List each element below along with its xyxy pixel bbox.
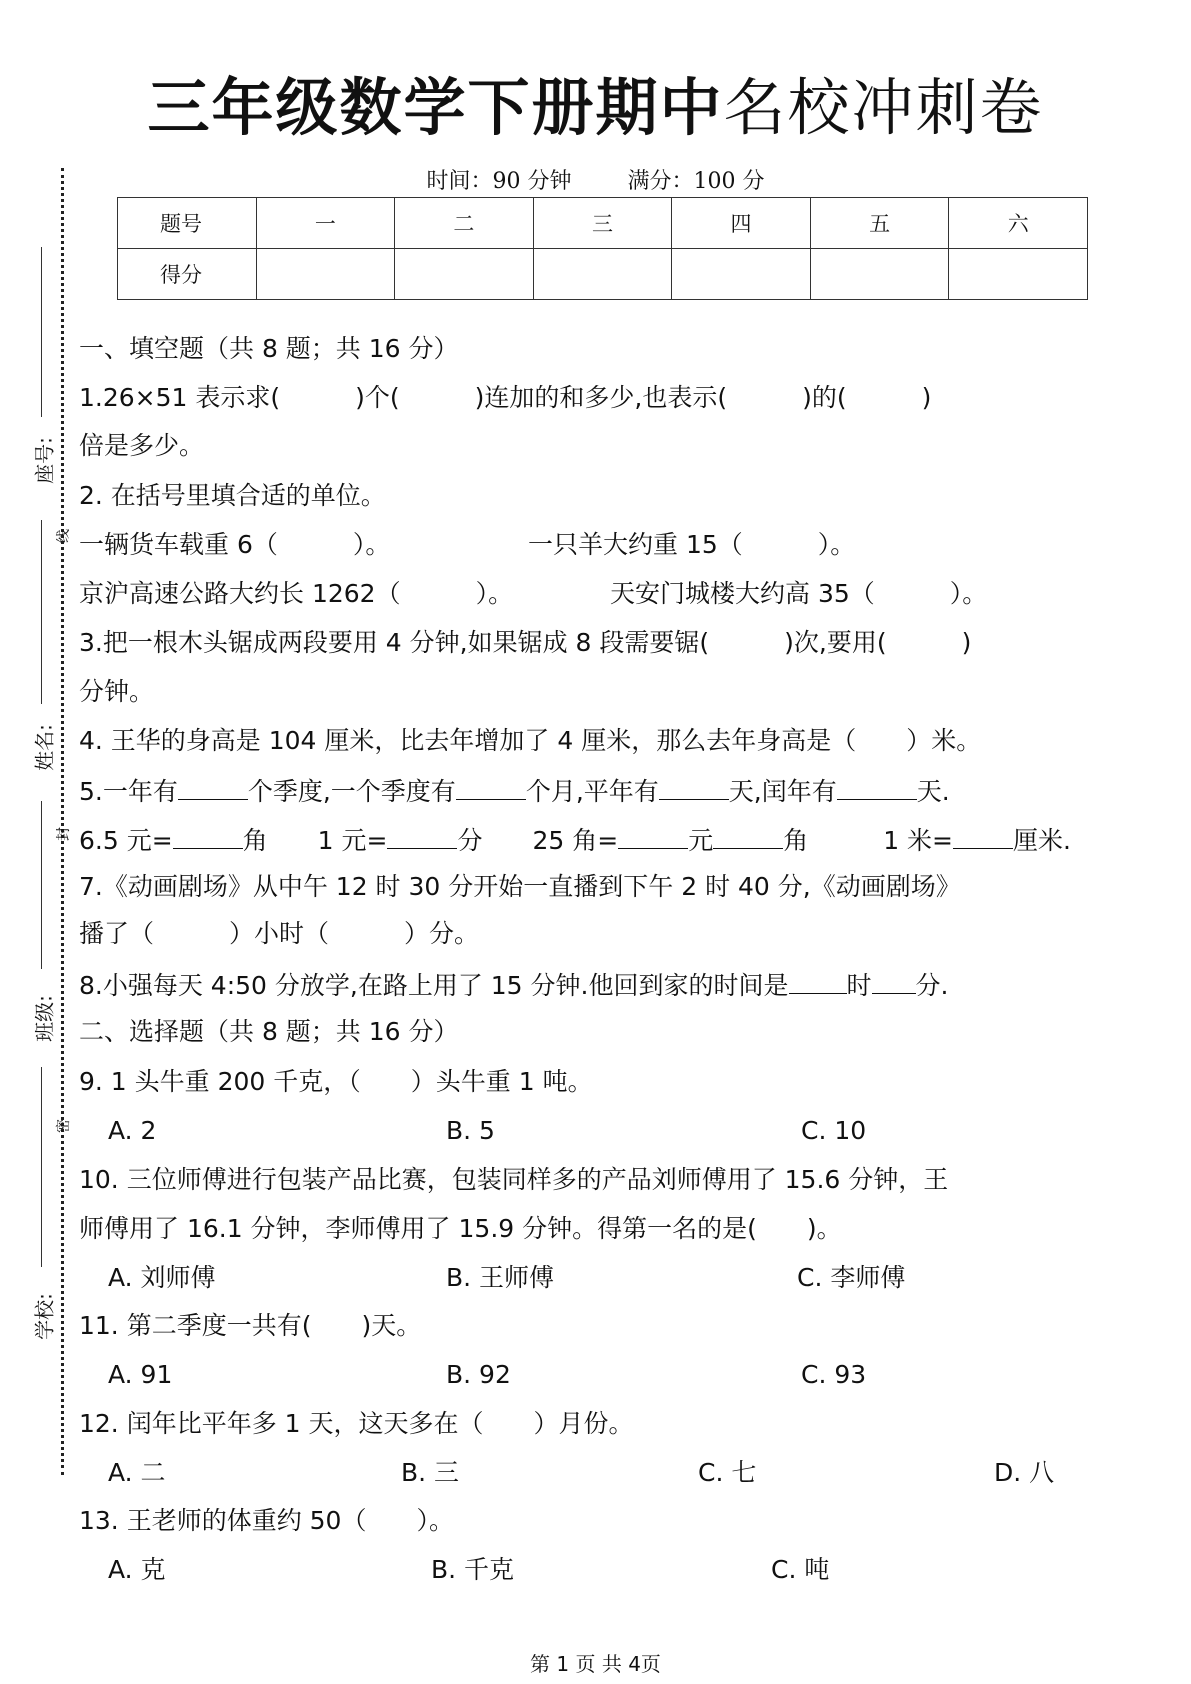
seal-mark-secret: 密 <box>56 1119 72 1133</box>
exam-title <box>0 70 1191 146</box>
question-2-row <box>79 576 1129 612</box>
table-cell: 四 <box>672 198 811 249</box>
score-cell[interactable] <box>672 249 811 300</box>
text: 天. <box>916 777 950 806</box>
question-13-options <box>79 1552 1129 1588</box>
question-10-cont: 师傅用了 16.1 分钟，李师傅用了 15.9 分钟。得第一名的是( )。 <box>79 1214 842 1243</box>
question-9-options <box>79 1113 1129 1149</box>
option-c[interactable]: C. 10 <box>801 1116 867 1145</box>
item: 一辆货车载重 6（ ）。 <box>79 530 391 559</box>
table-cell: 题号 <box>118 198 257 249</box>
question-10: 10. 三位师傅进行包装产品比赛，包装同样多的产品刘师傅用了 15.6 分钟，王 <box>79 1165 949 1194</box>
option-a[interactable]: A. 二 <box>108 1458 166 1487</box>
question-13: 13. 王老师的体重约 50（ ）。 <box>79 1506 454 1535</box>
item: 京沪高速公路大约长 1262（ ）。 <box>79 579 514 608</box>
seat-line <box>41 247 42 417</box>
exam-meta <box>0 164 1191 195</box>
question-9: 9. 1 头牛重 200 千克，（ ）头牛重 1 吨。 <box>79 1067 593 1096</box>
score-cell[interactable] <box>949 249 1088 300</box>
option-b[interactable]: B. 王师傅 <box>446 1263 555 1292</box>
score-cell[interactable] <box>533 249 672 300</box>
answer-blank[interactable] <box>456 771 526 800</box>
option-c[interactable]: C. 李师傅 <box>797 1263 906 1292</box>
page-footer: 第 1 页 共 4页 <box>530 1652 661 1676</box>
question-7: 7.《动画剧场》从中午 12 时 30 分开始一直播到下午 2 时 40 分,《动画剧场》 <box>79 872 961 901</box>
seat-label: 座号: <box>32 437 57 484</box>
text: 8.小强每天 4:50 分放学,在路上用了 15 分钟.他回到家的时间是 <box>79 971 789 1000</box>
question-5 <box>79 771 1129 807</box>
text: 时 <box>846 971 872 1000</box>
question-2-row <box>79 527 1129 563</box>
seal-mark-seal: 封 <box>56 827 72 841</box>
option-a[interactable]: A. 2 <box>108 1116 157 1145</box>
question-11: 11. 第二季度一共有( )天。 <box>79 1311 422 1340</box>
option-b[interactable]: B. 三 <box>401 1458 460 1487</box>
text: 分. <box>915 971 949 1000</box>
text: 6.5 元= <box>79 826 173 855</box>
score-table-score-row <box>118 249 1088 300</box>
score-table <box>117 197 1088 300</box>
text: 分 25 角= <box>457 826 619 855</box>
text: 角 1 元= <box>242 826 388 855</box>
option-b[interactable]: B. 千克 <box>431 1555 515 1584</box>
answer-blank[interactable] <box>789 965 847 994</box>
table-cell: 得分 <box>118 249 257 300</box>
section-heading: 一、填空题（共 8 题；共 16 分） <box>79 334 459 363</box>
score-table-header-row <box>118 198 1088 249</box>
answer-blank[interactable] <box>387 820 457 849</box>
binding-dotted-line <box>61 168 64 1475</box>
text: 5.一年有 <box>79 777 178 806</box>
option-c[interactable]: C. 吨 <box>771 1555 830 1584</box>
name-label: 姓名: <box>32 724 57 771</box>
option-b[interactable]: B. 92 <box>446 1360 511 1389</box>
option-c[interactable]: C. 七 <box>698 1458 757 1487</box>
score-cell[interactable] <box>810 249 949 300</box>
text: 天,闰年有 <box>728 777 837 806</box>
text: 个月,平年有 <box>525 777 659 806</box>
item: 天安门城楼大约高 35（ ）。 <box>610 579 988 608</box>
option-d[interactable]: D. 八 <box>994 1458 1055 1487</box>
table-cell: 五 <box>810 198 949 249</box>
question-6 <box>79 820 1129 856</box>
question-12-options <box>79 1455 1129 1491</box>
answer-blank[interactable] <box>178 771 248 800</box>
question-12: 12. 闰年比平年多 1 天，这天多在（ ）月份。 <box>79 1409 634 1438</box>
full-score: 满分：100 分 <box>627 169 765 194</box>
option-b[interactable]: B. 5 <box>446 1116 495 1145</box>
text: 个季度,一个季度有 <box>247 777 456 806</box>
option-c[interactable]: C. 93 <box>801 1360 867 1389</box>
score-cell[interactable] <box>395 249 534 300</box>
time-limit: 时间：90 分钟 <box>426 169 572 194</box>
text: 厘米. <box>1013 826 1071 855</box>
table-cell: 一 <box>256 198 395 249</box>
option-a[interactable]: A. 91 <box>108 1360 173 1389</box>
question-7-cont: 播了（ ）小时（ ）分。 <box>79 919 480 948</box>
answer-blank[interactable] <box>173 820 243 849</box>
seal-mark-line: 线 <box>56 529 72 543</box>
question-1-cont: 倍是多少。 <box>79 431 205 460</box>
answer-blank[interactable] <box>618 820 688 849</box>
question-11-options <box>79 1357 1129 1393</box>
question-1: 1.26×51 表示求( )个( )连加的和多少,也表示( )的( ) <box>79 383 932 412</box>
score-cell[interactable] <box>256 249 395 300</box>
question-2: 2. 在括号里填合适的单位。 <box>79 481 386 510</box>
question-3-cont: 分钟。 <box>79 677 155 706</box>
table-cell: 三 <box>533 198 672 249</box>
class-label: 班级: <box>32 995 57 1042</box>
question-10-options <box>79 1260 1129 1296</box>
table-cell: 二 <box>395 198 534 249</box>
question-4: 4. 王华的身高是 104 厘米，比去年增加了 4 厘米，那么去年身高是（ ）米。 <box>79 726 982 755</box>
section-heading: 二、选择题（共 8 题；共 16 分） <box>79 1017 459 1046</box>
name-line <box>41 520 42 704</box>
class-line <box>41 801 42 969</box>
table-cell: 六 <box>949 198 1088 249</box>
title-normal: 名校冲刺卷 <box>723 71 1044 144</box>
school-line <box>41 1067 42 1267</box>
answer-blank[interactable] <box>837 771 917 800</box>
option-a[interactable]: A. 刘师傅 <box>108 1263 216 1292</box>
option-a[interactable]: A. 克 <box>108 1555 166 1584</box>
text: 角 1 米= <box>783 826 954 855</box>
school-label: 学校: <box>32 1293 57 1340</box>
question-8 <box>79 965 1129 1001</box>
text: 元 <box>688 826 714 855</box>
question-3: 3.把一根木头锯成两段要用 4 分钟,如果锯成 8 段需要锯( )次,要用( ) <box>79 628 972 657</box>
item: 一只羊大约重 15（ ）。 <box>528 530 856 559</box>
answer-blank[interactable] <box>659 771 729 800</box>
title-bold: 三年级数学下册期中 <box>147 71 724 144</box>
answer-blank[interactable] <box>872 965 916 994</box>
answer-blank[interactable] <box>953 820 1013 849</box>
answer-blank[interactable] <box>713 820 783 849</box>
